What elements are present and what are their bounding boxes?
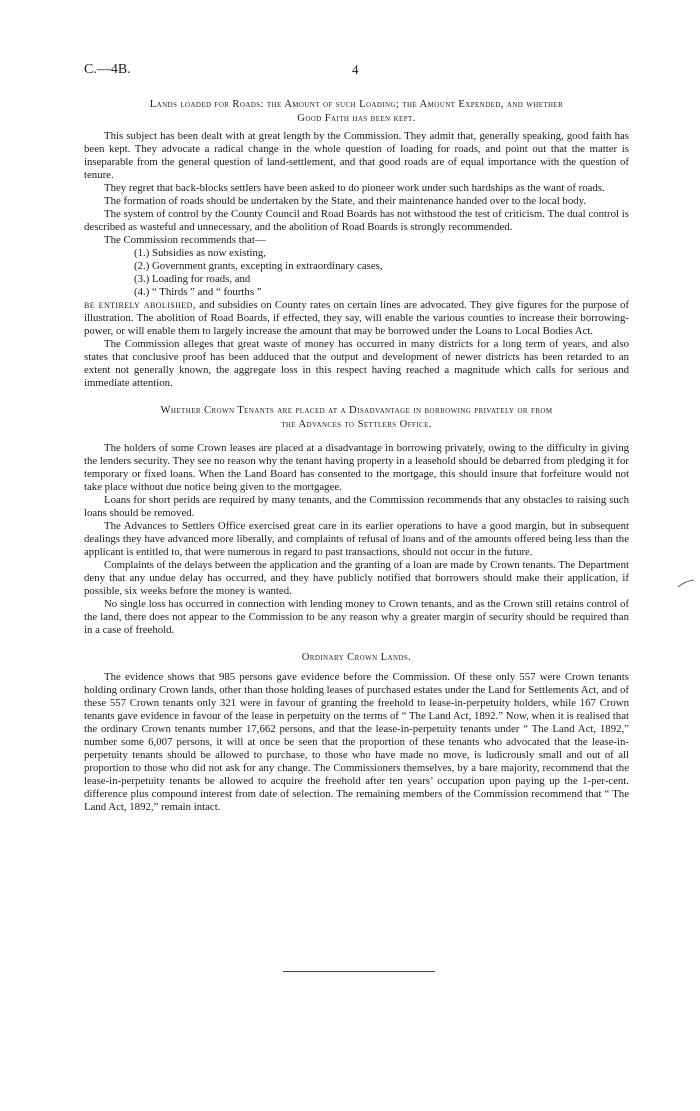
paragraph: Loans for short perids are required by many tenants, and the Commission recommends that any obstacles to raising such loans should be removed. — [84, 494, 629, 519]
recommendation-list — [134, 247, 629, 299]
paragraph — [84, 299, 629, 338]
list-item: (1.) Subsidies as now existing, — [134, 247, 266, 259]
section-crown-tenants — [84, 442, 629, 637]
heading-line: Good Faith has been kept. — [297, 113, 416, 124]
list-item: (2.) Government grants, excepting in extraordinary cases, — [134, 260, 383, 272]
paragraph: The Advances to Settlers Office exercised great care in its earlier operations to have a good margin, but in subsequent dealings they have advanced more liberally, and complaints of refusal of loans and of the amounts offered being less than the applicant is entitled to, that were numerous in regard to past transactions, should not occur in the future. — [84, 520, 629, 558]
paragraph: The Commission recommends that— — [104, 234, 266, 246]
section-roads — [84, 130, 629, 390]
paragraph: The system of control by the County Council and Road Boards has not withstood the test of criticism. The dual control is described as wasteful and unnecessary, and the abolition of Road Boards is strongly recommended. — [84, 208, 629, 233]
closing-rule — [283, 971, 435, 972]
paragraph: Complaints of the delays between the application and the granting of a loan are made by Crown tenants. The Department deny that any undue delay has occurred, and they have publicly notified that borrowers should make their application, if possible, six weeks before the money is wanted. — [84, 559, 629, 597]
page-body — [84, 60, 629, 814]
paragraph: No single loss has occurred in connection with lending money to Crown tenants, and as the Crown still retains control of the land, there does not appear to the Commission to be any reason why a greater margin of security should be required than in a case of freehold. — [84, 598, 629, 636]
paragraph: The Commission alleges that great waste of money has occurred in many districts for a long term of years, and also states that conclusive proof has been adduced that the output and development of newer districts has been retarded to an extent not generally known, the aggregate loss in this respect having reached a magnitude which calls for serious and immediate attention. — [84, 338, 629, 389]
list-item: (4.) “ Thirds ” and “ fourths ” — [134, 286, 262, 298]
emphasis-text: be entirely abolished, — [84, 299, 196, 311]
section-heading-crown-tenants — [84, 404, 629, 432]
document-reference: C.—4B. — [84, 62, 131, 77]
heading-line: the Advances to Settlers Office. — [281, 419, 432, 430]
section-heading-ordinary — [84, 651, 629, 665]
page-number: 4 — [352, 62, 359, 77]
section-ordinary — [84, 671, 629, 814]
list-item: (3.) Loading for roads, and — [134, 273, 251, 285]
heading-line: Whether Crown Tenants are placed at a Disadvantage in borrowing privately or from — [160, 405, 553, 416]
paragraph: They regret that back-blocks settlers have been asked to do pioneer work under such hardships as the want of roads. — [104, 182, 605, 194]
margin-pencil-mark — [677, 579, 695, 589]
paragraph-text: and subsidies on County rates on certain lines are advocated. They give figures for the purpose of illustration. The abolition of Road Boards, if effected, they say, will enable the various counties to increase their borrowing-power, or will enable them to largely increase the amount that may be borrowed under the Loans to Local Bodies Act. — [84, 299, 629, 337]
heading-line: Lands loaded for Roads: the Amount of such Loading; the Amount Expended, and whether — [149, 99, 564, 110]
paragraph: The evidence shows that 985 persons gave evidence before the Commission. Of these only 557 were Crown tenants holding ordinary Crown lands, other than those holding leases of purchased estates under the Land for Settlements Act, and of these 557 Crown tenants only 321 were in favour of granting the freehold to lease-in-perpetuity holders, while 167 Crown tenants gave evidence in favour of the lease in perpetuity on the terms of “ The Land Act, 1892.” Now, when it is realised that the ordinary Crown tenants number 17,662 persons, and that the lease-in-perpetuity tenants under “ The Land Act, 1892,” number some 6,007 persons, it will at once be seen that the proportion of these tenants who advocated that the lease-in-perpetuity tenants should be allowed to purchase, to those who have made no move, is ludicrously small and out of all proportion to those who did not ask for any change. The Commissioners themselves, by a bare majority, recommend that the lease-in-perpetuity tenants be allowed to acquire the freehold after ten years’ occupation upon paying up the 1-per-cent. difference plus compound interest from date of selection. The remaining members of the Commission recommend that “ The Land Act, 1892,” remain intact. — [84, 671, 629, 813]
section-heading-roads — [84, 98, 629, 126]
heading-line: Ordinary Crown Lands. — [301, 652, 412, 663]
paragraph: The holders of some Crown leases are placed at a disadvantage in borrowing privately, owing to the difficulty in giving the lenders security. They see no reason why the tenant having property in a leasehold should be debarred from pledging it for temporary or fixed loans. When the Land Board has consented to the mortgage, this should insure that forfeiture would not take place without due notice being given to the mortgagee. — [84, 442, 629, 493]
paragraph: This subject has been dealt with at great length by the Commission. They admit that, generally speaking, good faith has been kept. They advocate a radical change in the whole question of loading for roads, and point out that the matter is inseparable from the general question of land-settlement, and that good roads are of equal importance with the question of tenure. — [84, 130, 629, 181]
paragraph: The formation of roads should be undertaken by the State, and their maintenance handed over to the local body. — [104, 195, 587, 207]
